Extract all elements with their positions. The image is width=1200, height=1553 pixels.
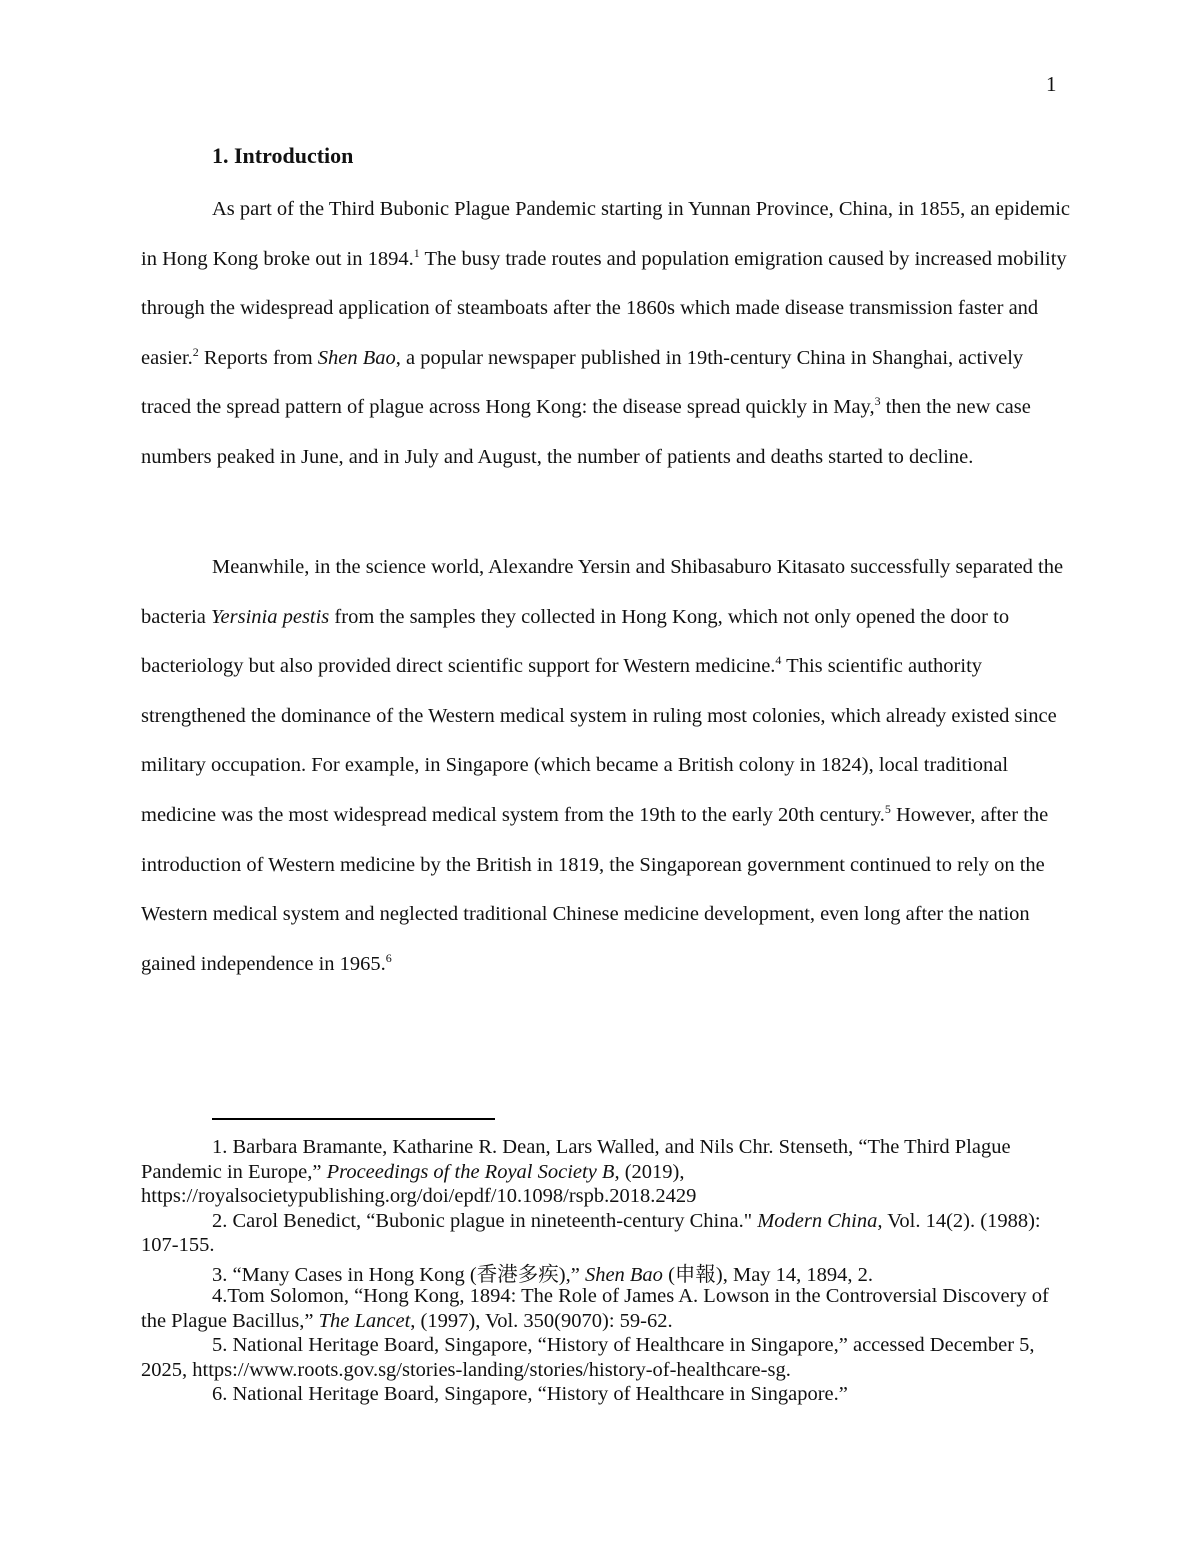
text-run: Meanwhile, in the science world, Alexandre Yersin and Shibasaburo Kitasato successfully separated the bacteria <box>141 556 1064 628</box>
page-number: 1 <box>1046 72 1057 96</box>
footnote-6: 6. National Heritage Board, Singapore, “History of Healthcare in Singapore.” <box>212 1383 848 1405</box>
italic-title: Shen Bao <box>317 346 396 369</box>
footnote-text: (申報), May 14, 1894, 2. <box>662 1263 874 1286</box>
footnote-5: 5. National Heritage Board, Singapore, “History of Healthcare in Singapore,” accessed December 5, 2025, https://www.roots.gov.sg/stories-landing/stories/history-of-healthcare-sg. <box>141 1334 1035 1381</box>
footnote-text: Vol. 14(2). (1988): 107-155. <box>141 1209 1041 1256</box>
italic-species: Yersinia pestis <box>211 605 330 628</box>
footnote-italic: Proceedings of the Royal Society B, <box>326 1160 620 1183</box>
section-heading: 1. Introduction <box>212 143 354 168</box>
text-run: from the samples they collected in Hong Kong, which not only opened the door to bacteriology but also provided direct scientific support for Western medicine. <box>141 605 1010 678</box>
text-run: This scientific authority strengthened the dominance of the Western medical system in ruling most colonies, which already existed since military occupation. For example, in Singapore (which became a British colony in 1824), local traditional medicine was the most widespread medical system from the 19th to the early 20th century. <box>141 655 1057 826</box>
footnote-italic: Modern China, <box>757 1209 883 1232</box>
footnote-ref-6[interactable]: 6 <box>385 950 392 965</box>
text-run: However, after the introduction of Western medicine by the British in 1819, the Singaporean government continued to rely on the Western medical system and neglected traditional Chinese medicine development, even long after the nation gained independence in 1965. <box>141 803 1049 975</box>
footnote-ref-3[interactable]: 3 <box>874 394 881 409</box>
paragraph-2 <box>141 543 1071 989</box>
footnote-italic: Shen Bao <box>584 1263 663 1286</box>
footnote-text: 3. “Many Cases in Hong Kong (香港多疾),” <box>212 1263 585 1286</box>
footnote-text: 2. Carol Benedict, “Bubonic plague in nineteenth-century China." <box>212 1209 758 1232</box>
footnote-text: 4.Tom Solomon, “Hong Kong, 1894: The Role of James A. Lowson in the Controversial Discovery of the Plague Bacillus,” <box>141 1285 1049 1332</box>
footnote-italic: The Lancet <box>318 1309 411 1332</box>
footnote-4 <box>141 1284 1071 1333</box>
text-run: then the new case numbers peaked in June, and in July and August, the number of patients and deaths started to decline. <box>141 396 1031 468</box>
footnote-text: (2019), https://royalsocietypublishing.org/doi/epdf/10.1098/rspb.2018.2429 <box>141 1160 697 1207</box>
footnote-ref-5[interactable]: 5 <box>884 802 891 817</box>
footnote-ref-4[interactable]: 4 <box>775 653 782 668</box>
footnote-2 <box>141 1209 1071 1258</box>
footnotes <box>141 1135 1071 1407</box>
text-run: The busy trade routes and population emigration caused by increased mobility through the widespread application of steamboats after the 1860s which made disease transmission faster and easier. <box>141 247 1067 369</box>
text-run: , a popular newspaper published in 19th-century China in Shanghai, actively traced the spread pattern of plague across Hong Kong: the disease spread quickly in May, <box>141 346 1024 419</box>
footnote-text: 1. Barbara Bramante, Katharine R. Dean, Lars Walled, and Nils Chr. Stenseth, “The Third Plague Pandemic in Europe,” <box>141 1136 1011 1183</box>
footnote-1 <box>141 1135 1071 1209</box>
footnote-text: , (1997), Vol. 350(9070): 59-62. <box>410 1309 673 1332</box>
text-run: As part of the Third Bubonic Plague Pandemic starting in Yunnan Province, China, in 1855, an epidemic in Hong Kong broke out in 1894. <box>141 198 1070 270</box>
footnote-ref-2[interactable]: 2 <box>192 344 199 359</box>
text-run: Reports from <box>198 346 318 369</box>
paragraph-1 <box>141 185 1071 483</box>
footnote-ref-1[interactable]: 1 <box>413 245 420 260</box>
footnote-separator <box>212 1118 495 1120</box>
